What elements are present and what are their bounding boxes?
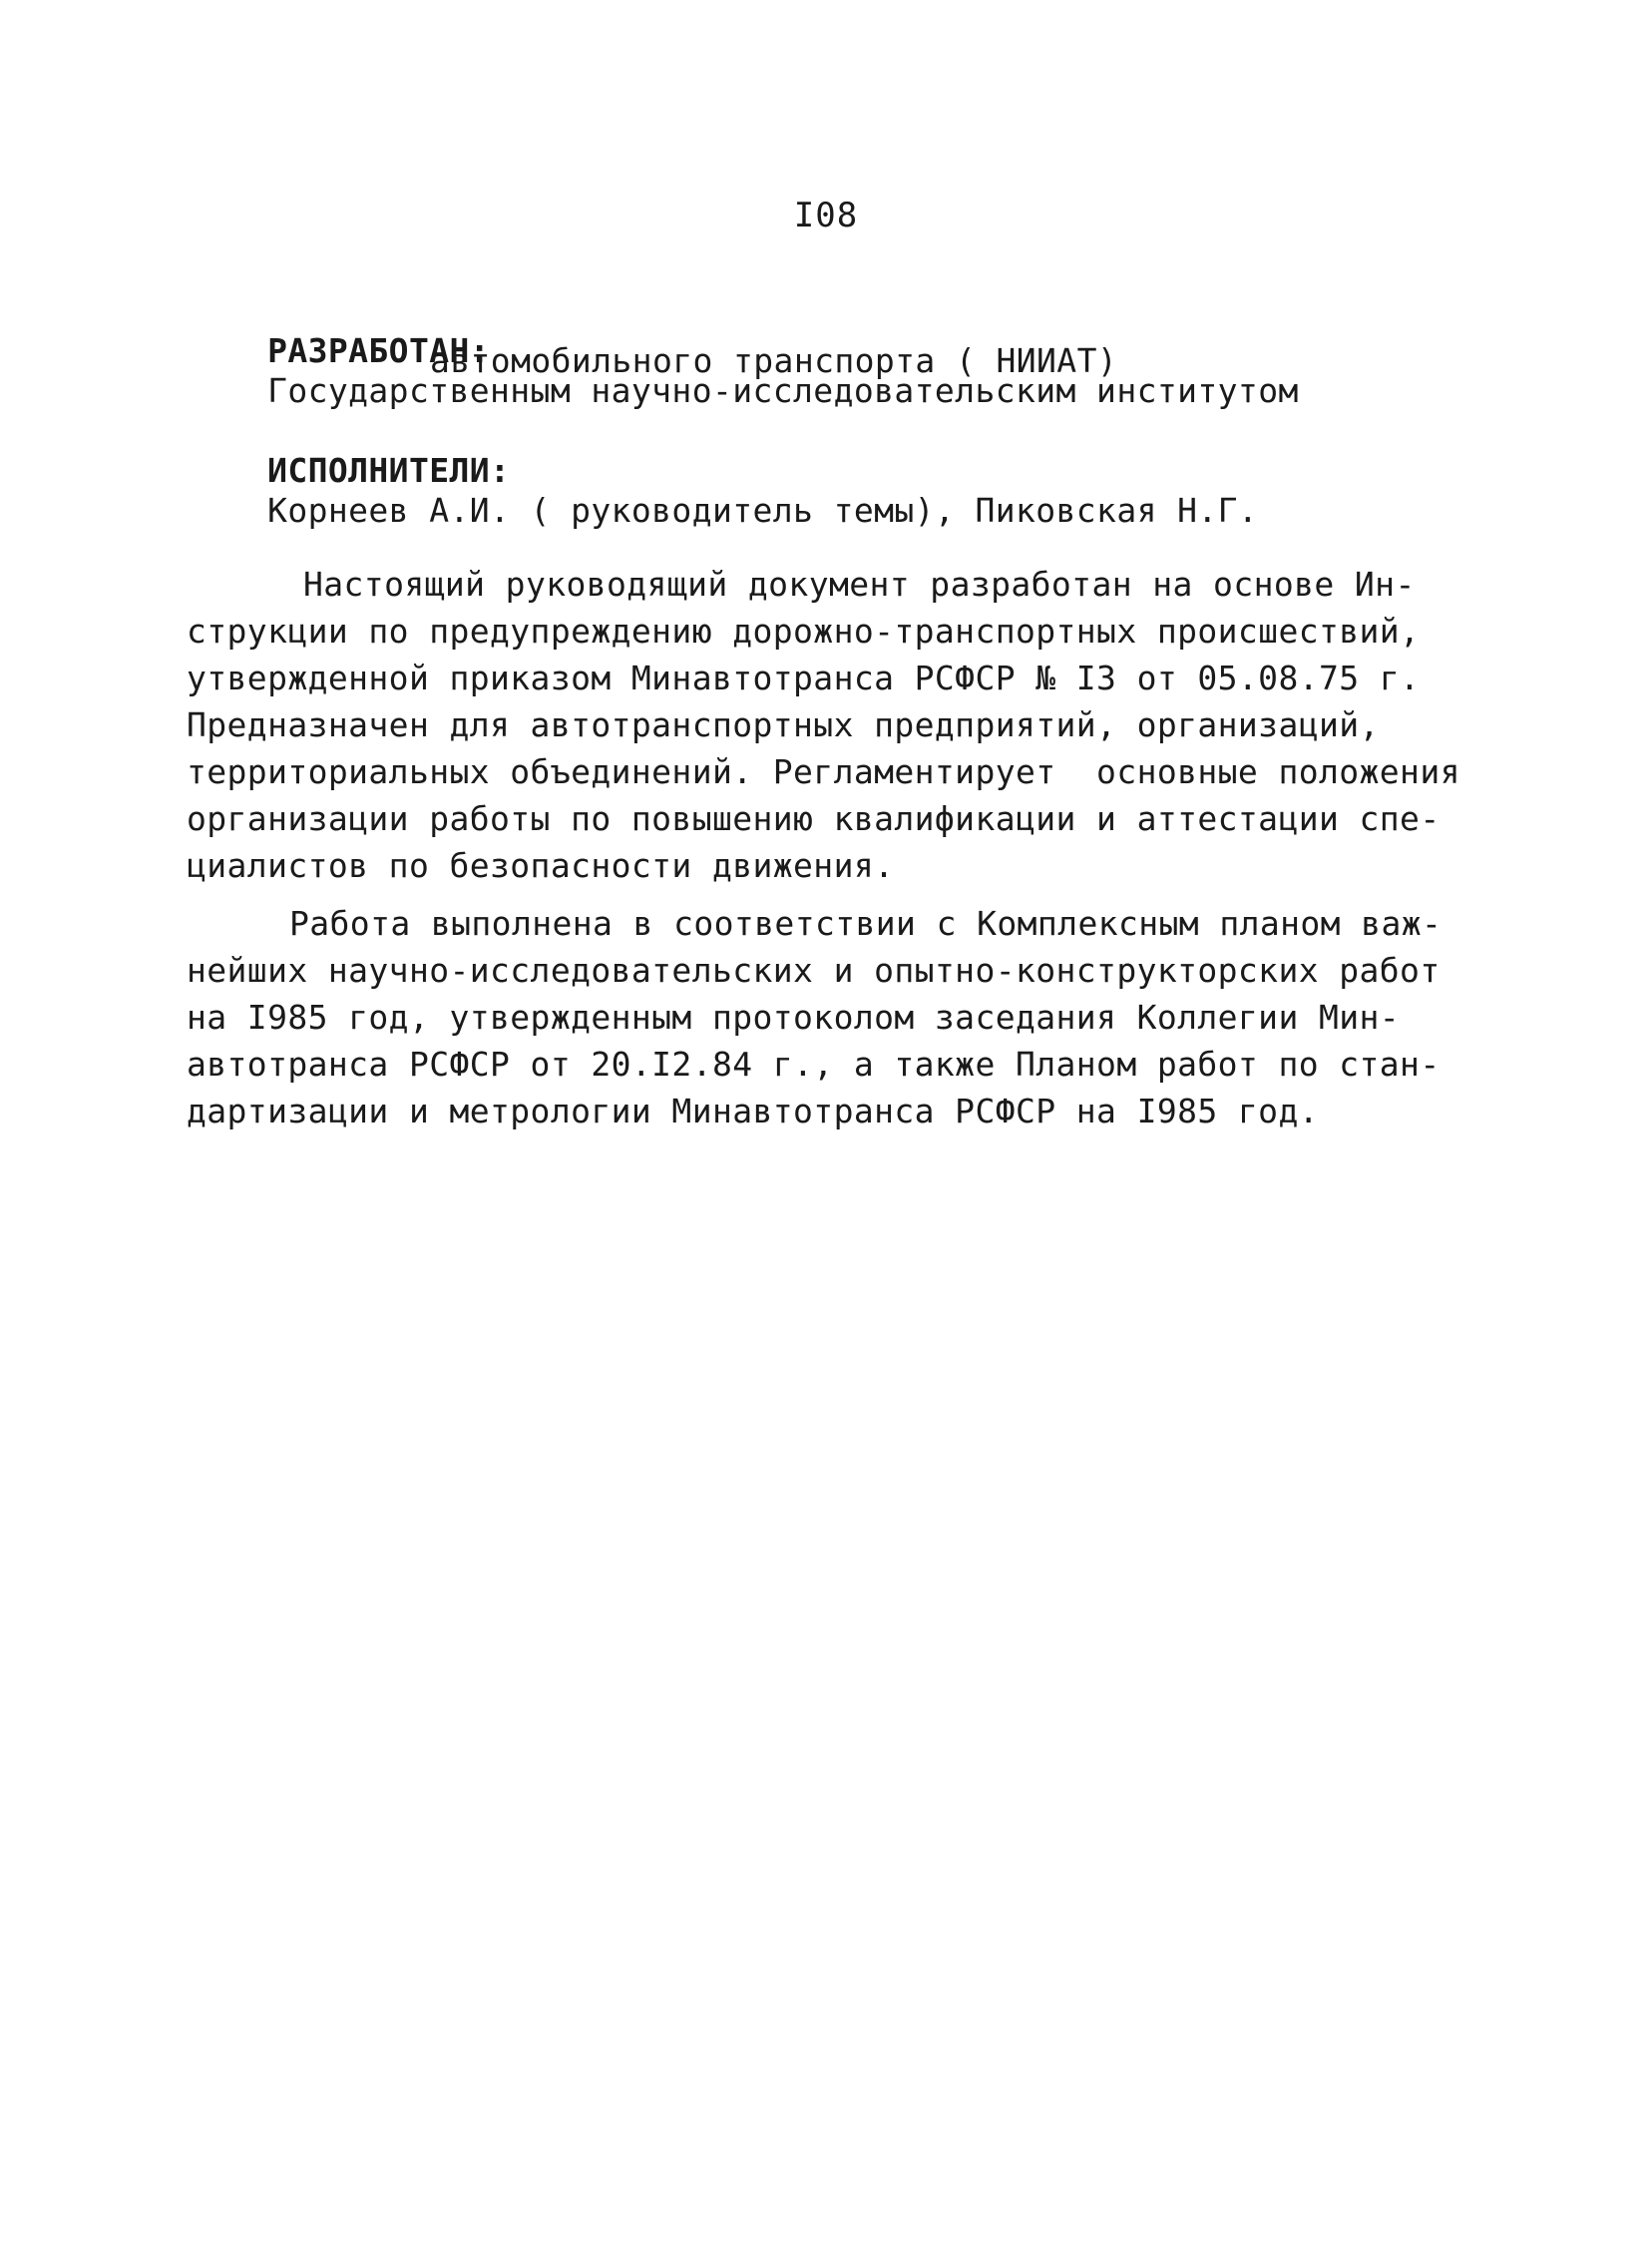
developed-label: РАЗРАБОТАН: xyxy=(267,331,491,370)
page-number: I08 xyxy=(793,196,859,235)
paragraph1-line-5: территориальных объединений. Регламентирует основные положения xyxy=(187,752,1460,791)
paragraph1-line-7: циалистов по безопасности движения. xyxy=(187,846,895,885)
paragraph2-line-3: на I985 год, утвержденным протоколом заседания Коллегии Мин- xyxy=(187,998,1401,1037)
executors-label: ИСПОЛНИТЕЛИ: xyxy=(267,451,511,490)
paragraph1-line-3: утвержденной приказом Минавтотранса РСФСР № I3 от 05.08.75 г. xyxy=(187,659,1421,697)
executors-line xyxy=(187,411,1258,571)
paragraph2-line-1: Работа выполнена в соответствии с Комплексным планом важ- xyxy=(289,904,1443,943)
paragraph2-line-5: дартизации и метрологии Минавтотранса РСФСР на I985 год. xyxy=(187,1092,1319,1130)
paragraph2-line-2: нейших научно-исследовательских и опытно-конструкторских работ xyxy=(187,951,1441,990)
executors-text: Корнеев А.И. ( руководитель темы), Пиковская Н.Г. xyxy=(267,491,1259,530)
paragraph1-line-4: Предназначен для автотранспортных предприятий, организаций, xyxy=(187,705,1380,744)
paragraph1-line-1: Настоящий руководящий документ разработан на основе Ин- xyxy=(303,565,1416,604)
paragraph1-line-2: струкции по предупреждению дорожно-транспортных происшествий, xyxy=(187,612,1421,651)
paragraph1-line-6: организации работы по повышению квалификации и аттестации спе- xyxy=(187,799,1441,838)
paragraph2-line-4: автотранса РСФСР от 20.I2.84 г., а также Планом работ по стан- xyxy=(187,1045,1441,1084)
developed-text-1: Государственным научно-исследовательским институтом xyxy=(267,371,1299,410)
developed-text-2: автомобильного транспорта ( НИИАТ) xyxy=(430,341,1118,380)
